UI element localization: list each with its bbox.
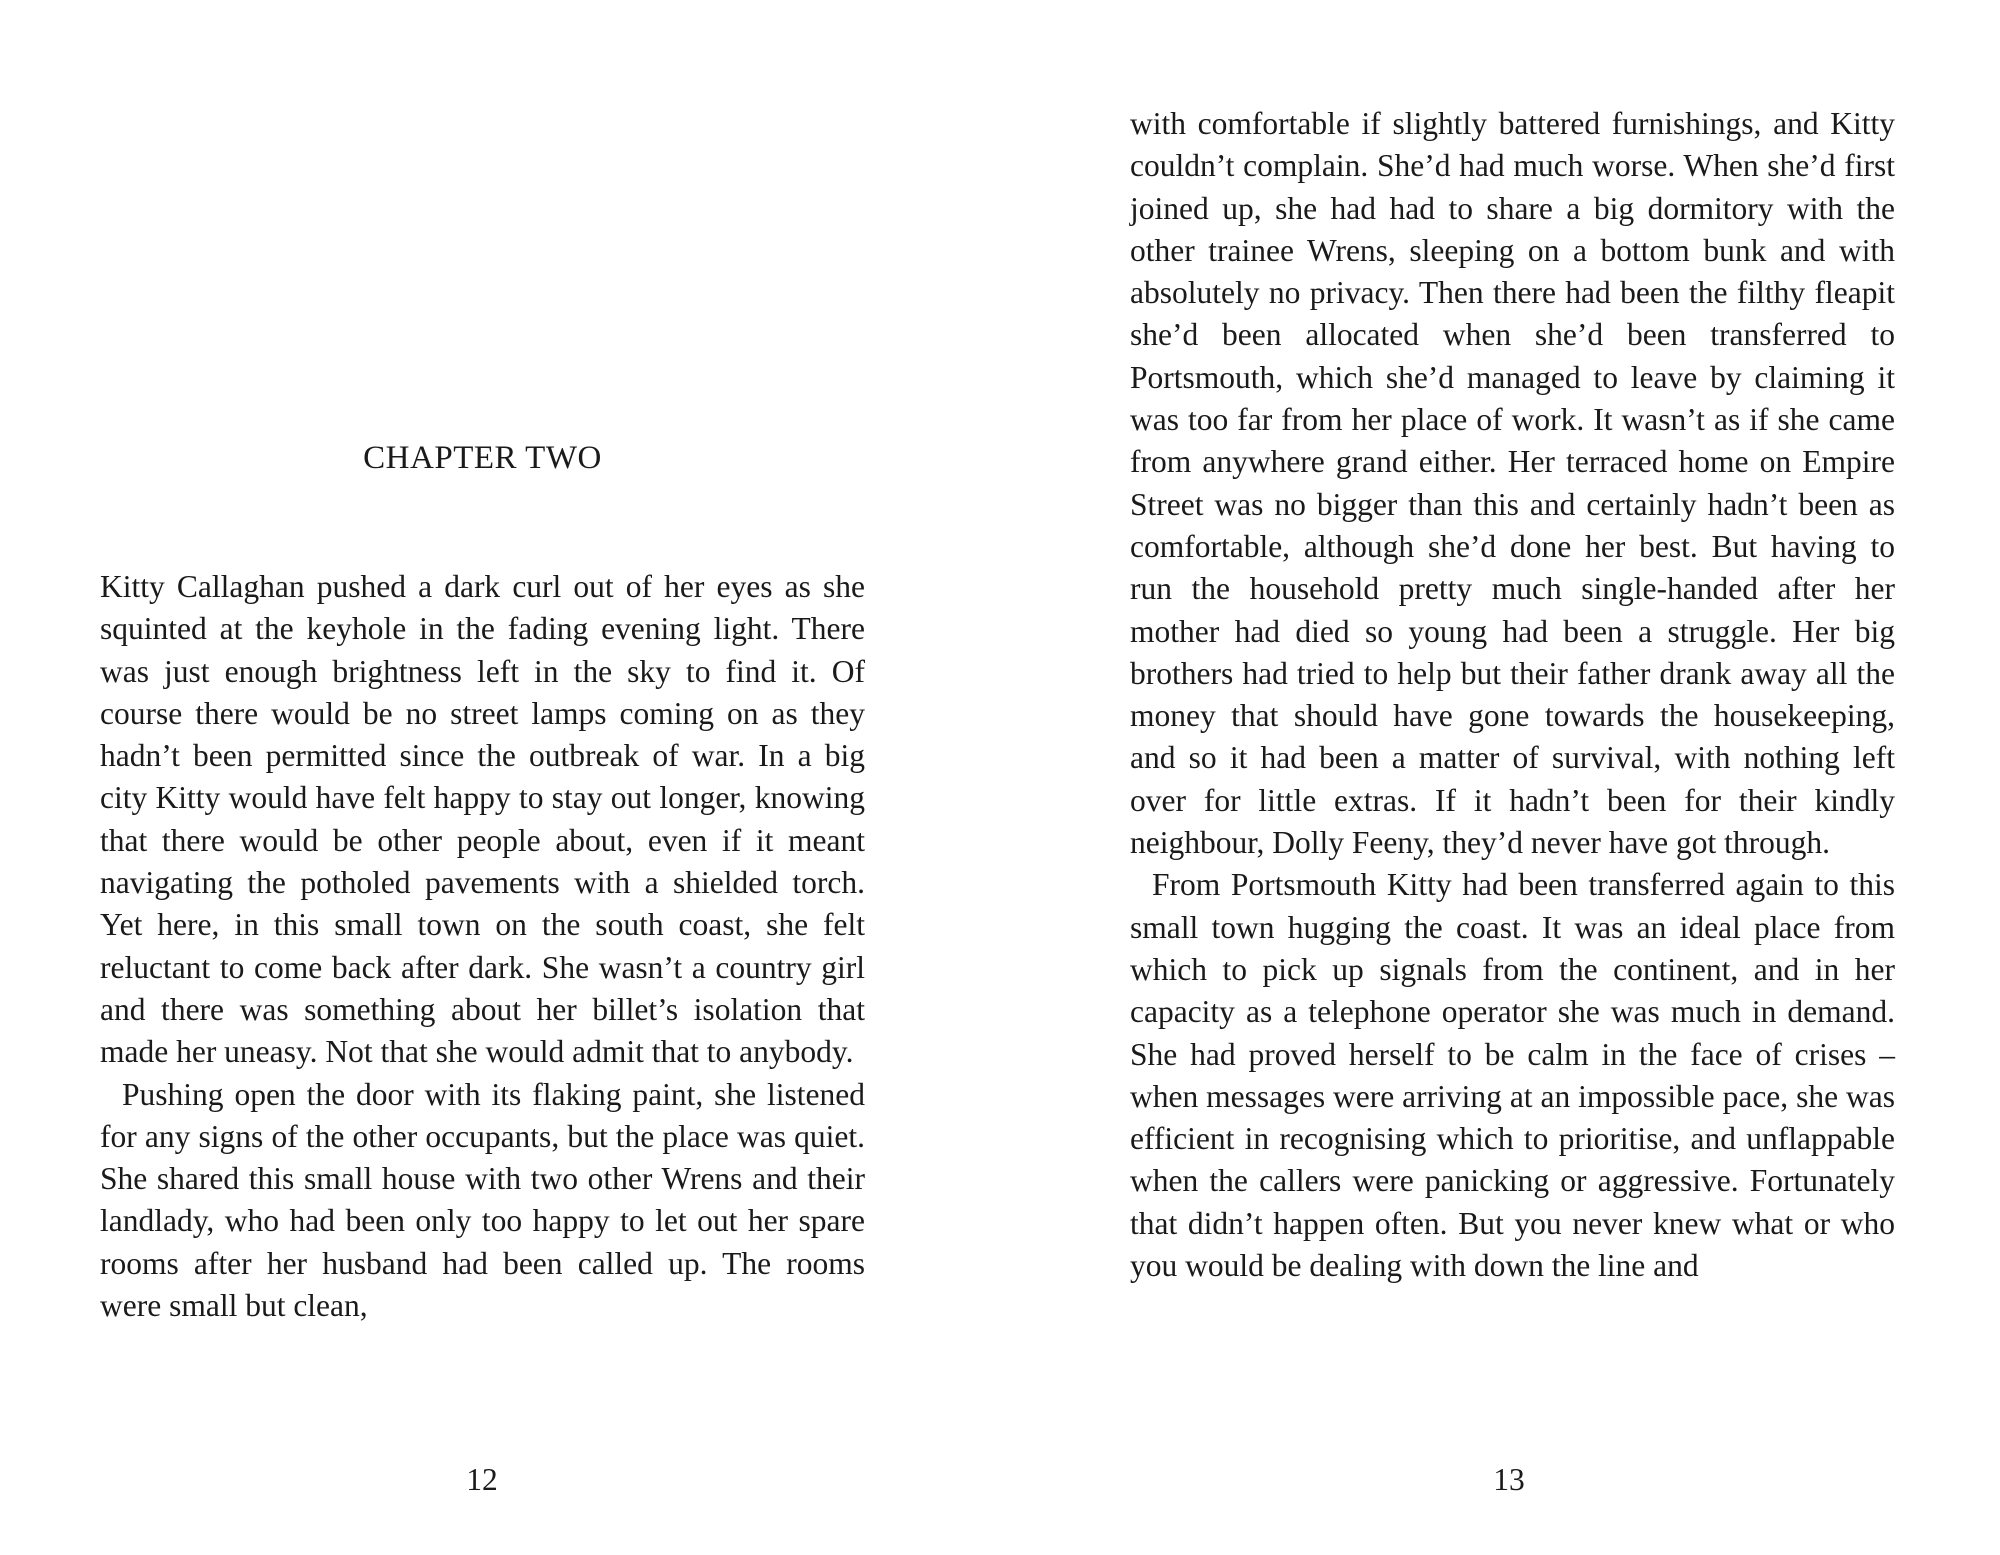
- right-page-body: [1130, 103, 1895, 1287]
- left-page-body: [100, 566, 865, 1327]
- paragraph: Pushing open the door with its flaking paint, she listened for any signs of the other occupants, but the place was quiet. She shared this small house with two other Wrens and their landlady, who had been only too happy to let out her spare rooms after her husband had been called up. The rooms were small but clean,: [100, 1076, 865, 1324]
- chapter-title: CHAPTER TWO: [363, 440, 602, 476]
- page-number: 13: [1493, 1462, 1525, 1497]
- paragraph: From Portsmouth Kitty had been transferred again to this small town hugging the coast. It was an ideal place from which to pick up signals from the continent, and in her capacity as a telephone operator she was much in demand. She had proved herself to be calm in the face of crises – when messages were arriving at an impossible pace, she was efficient in recognising which to prioritise, and unflappable when the callers were panicking or aggressive. Fortunately that didn’t happen often. But you never knew what or who you would be dealing with down the line and: [1130, 867, 1895, 1284]
- paragraph: Kitty Callaghan pushed a dark curl out of her eyes as she squinted at the keyhole in the fading evening light. There was just enough brightness left in the sky to find it. Of course there would be no street lamps coming on as they hadn’t been permitted since the outbreak of war. In a big city Kitty would have felt happy to stay out longer, knowing that there would be other people about, even if it meant navigating the potholed pavements with a shielded torch. Yet here, in this small town on the south coast, she felt reluctant to come back after dark. She wasn’t a country girl and there was something about her billet’s isolation that made her uneasy. Not that she would admit that to anybody.: [100, 569, 865, 1070]
- right-page: [1000, 0, 2000, 1555]
- paragraph: with comfortable if slightly battered furnishings, and Kitty couldn’t complain. She’d had much worse. When she’d first joined up, she had had to share a big dormitory with the other trainee Wrens, sleeping on a bottom bunk and with absolutely no privacy. Then there had been the filthy fleapit she’d been allocated when she’d been transferred to Portsmouth, which she’d managed to leave by claiming it was too far from her place of work. It wasn’t as if she came from anywhere grand either. Her terraced home on Empire Street was no bigger than this and certainly hadn’t been as comfortable, although she’d done her best. But having to run the household pretty much single-handed after her mother had died so young had been a struggle. Her big brothers had tried to help but their father drank away all the money that should have gone towards the housekeeping, and so it had been a matter of survival, with nothing left over for little extras. If it hadn’t been for their kindly neighbour, Dolly Feeny, they’d never have got through.: [1130, 106, 1895, 861]
- page-number: 12: [466, 1462, 498, 1497]
